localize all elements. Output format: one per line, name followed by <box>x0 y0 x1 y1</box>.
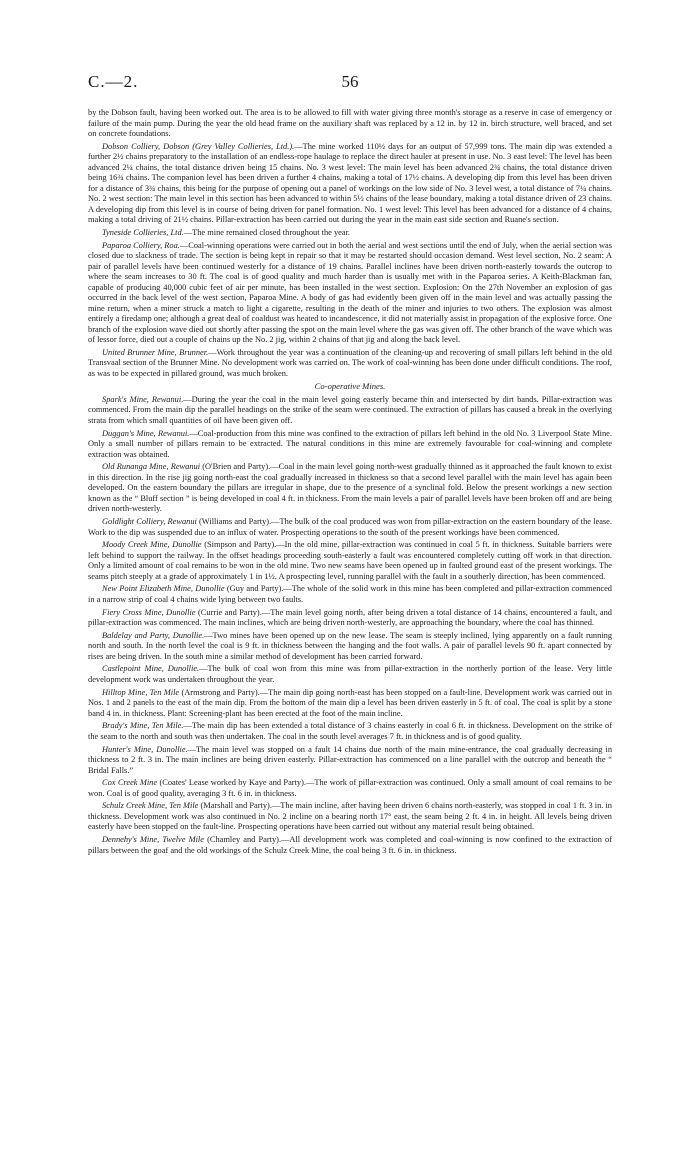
paragraph: Duggan's Mine, Rewanui.—Coal-production from this mine was confined to the extraction of pillars left behind in the old No. 3 Liverpool State Mine. Only a small number of pillars remain to be extracted. The natural conditions in this mine are extremely favourable for coal-winning and complete extraction was obtained. <box>88 428 612 459</box>
paragraph: Schulz Creek Mine, Ten Mile (Marshall and Party).—The main incline, after having been driven 6 chains north-easterly, was stopped in coal 1 ft. 3 in. in thickness. Development work was also continued in No. 2 incline on a bearing north 17° east, the seam being 2 ft. 4 in. in height. All levels being driven easterly have been stopped on the fault-line. Prospecting operations have been carried out without any material result being obtained. <box>88 801 612 832</box>
paragraph: Moody Creek Mine, Dunollie (Simpson and Party).—In the old mine, pillar-extraction was continued in coal 5 ft. in thickness. Suitable barriers were left behind to support the railway. In the offset headings proceeding south-easterly a fault was encountered completely cutting off work in that direction. Only a limited amount of coal remains to be won in the old mine. Two new seams have been opened up in faulted ground east of the present workings. The seams pitch steeply at a grade of approximately 1 in 1½. A prospecting level, running parallel with the fault in a southerly direction, has been commenced. <box>88 540 612 581</box>
paragraph: Brady's Mine, Ten Mile.—The main dip has been extended a total distance of 3 chains easterly in coal 6 ft. in thickness. Development on the strike of the seam to the north and south was then undertaken. The coal in the south level averages 7 ft. in thickness and is of good quality. <box>88 721 612 741</box>
paragraph: Dobson Colliery, Dobson (Grey Valley Collieries, Ltd.).—The mine worked 110½ days for an output of 57,999 tons. The main dip was extended a further 2½ chains preparatory to the installation of an endless-rope haulage to replace the direct hauler at present in use. No. 3 east level: The level has been advanced 2¼ chains, the total distance driven being 15 chains. No. 3 west level: The main level has been advanced 2¾ chains, the total distance driven being 16¾ chains. The companion level has been driven a further 4 chains, making a total of 17½ chains. A developing dip from this level has been driven for a distance of 3¾ chains, this being for the purpose of opening out a panel of workings on the low side of No. 3 level west, a total distance of 7¼ chains. No. 2 west section: The main level in this section has been advanced to within 5½ chains of the lease boundary, making a total distance driven of 23 chains. A developing dip from this level is in course of being driven for panel formation. No. 1 west level: This level has been advanced for a distance of 4 chains, making a total driving of 21½ chains. Pillar-extraction has been carried out during the year in the main east side section and Ruane's section. <box>88 141 612 225</box>
page-header <box>88 72 612 94</box>
paragraph: Hunter's Mine, Dunollie.—The main level was stopped on a fault 14 chains due north of the main mine-entrance, the coal gradually decreasing in thickness to 2 ft. 3 in. The main inclines are being driven easterly. Pillar-extraction has commenced on a line parallel with the outcrop and beneath the “ Bridal Falls.” <box>88 744 613 775</box>
paragraph: Castlepoint Mine, Dunollie.—The bulk of coal won from this mine was from pillar-extraction in the northerly portion of the lease. Very little development work was undertaken throughout the year. <box>88 664 613 684</box>
paragraph: Spark's Mine, Rewanui.—During the year the coal in the main level going easterly became thin and intersected by dirt bands. Pillar-extraction was commenced. From the main dip the parallel headings on the strike of the seam were continued. The extraction of pillars has caused a break in the overlying strata from which small quantities of oil have been given off. <box>88 394 612 425</box>
paragraph: by the Dobson fault, having been worked out. The area is to be allowed to fill with water giving three month's storage as a reserve in case of emergency or failure of the main pump. During the year the old head frame on the auxiliary shaft was replaced by a 12 in. by 12 in. birch structure, well braced, and set on concrete foundations. <box>88 108 612 138</box>
paragraph: Cox Creek Mine (Coates' Lease worked by Kaye and Party).—The work of pillar-extraction was continued. Only a small amount of coal remains to be won. Coal is of good quality, averaging 3 ft. 6 in. in thickness. <box>88 778 612 798</box>
paragraph: Dennehy's Mine, Twelve Mile (Chamley and Party).—All development work was completed and coal-winning is now confined to the extraction of pillars between the goaf and the old workings of the Schulz Creek Mine, the coal being 3 ft. 6 in. in thickness. <box>88 835 613 855</box>
section-heading: Co-operative Mines. <box>314 381 386 392</box>
paragraph: Goldlight Colliery, Rewanui (Williams and Party).—The bulk of the coal produced was won from pillar-extraction on the eastern boundary of the lease. Work to the dip was suspended due to an influx of water. Prospecting operations to the south of the present workings have been commenced. <box>88 517 612 537</box>
paragraph: New Point Elizabeth Mine, Dunollie (Guy and Party).—The whole of the solid work in this mine has been completed and pillar-extraction commenced in a narrow strip of coal 4 chains wide lying between two faults. <box>88 584 612 604</box>
paragraph: Old Runanga Mine, Rewanui (O'Brien and Party).—Coal in the main level going north-west gradually thinned as it approached the fault known to exist in this direction. In the rise jig going north-east the coal gradually increased in thickness so that a second level parallel with the main level has again been developed. On the eastern boundary the pillars are irregular in shape, due to the presence of a synclinal fold. Below the present workings a new section known as the “ Bluff section ” is being developed in coal 4 ft. in thickness. From the main levels a pair of parallel levels have been broken off and are being driven north-westerly. <box>88 462 612 514</box>
document-reference: C.—2. <box>88 72 139 91</box>
paragraph: Tyneside Collieries, Ltd.—The mine remained closed throughout the year. <box>102 227 351 237</box>
paragraph: Paparoa Colliery, Roa.—Coal-winning operations were carried out in both the aerial and west sections until the end of July, when the aerial section was closed due to slackness of trade. The section is being kept in repair so that it may be restarted should occasion demand. West level section, No. 2 seam: A pair of parallel levels have been continued westerly for a distance of 19 chains. Parallel inclines have been driven north-easterly towards the outcrop to where the seam increases to 30 ft. The coal is of good quality and much harder than is usually met with in the Paparoa series. A Keith-Blackman fan, capable of producing 40,000 cubic feet of air per minute, has been installed in the west section. Explosion: On the 27th November an explosion of gas occurred in the back level of the west section, Paparoa Mine. A body of gas had evidently been given off in the main level and was actually passing the mine return, when a miner struck a match to light a cigarette, resulting in the death of the miner and injuries to two others. The explosion was almost entirely a firedamp one; although a great deal of coaldust was heated to incandescence, it did not materially assist in propagation of the explosive force. One branch of the explosion wave died out shortly after passing the spot on the main level where the gas was given off. The other branch of the wave which was of lessor force, died out a couple of chains up the No. 2 jig, within 2 chains of that jig and along the back level. <box>88 240 613 345</box>
page-body <box>88 108 612 858</box>
paragraph: Hilltop Mine, Ten Mile (Armstrong and Party).—The main dip going north-east has been stopped on a fault-line. Development work was carried out in Nos. 1 and 2 panels to the east of the main dip. From the bottom of the main dip a level has been driven easterly in 5 ft. of coal. The coal is split by a stone band 4 in. in thickness. Plant: Screening-plant has been erected at the foot of the main incline. <box>88 687 612 718</box>
paragraph: Baldelay and Party, Dunollie.—Two mines have been opened up on the new lease. The seam is steeply inclined, lying apparently on a fault running north and south. In the north level the coal is 9 ft. in thickness between the hanging and the foot walls. A pair of parallel levels 90 ft. apart connected by rises are being driven. In the south mine a similar method of development has been carried forward. <box>88 630 613 661</box>
paragraph: United Brunner Mine, Brunner.—Work throughout the year was a continuation of the cleaning-up and recovering of small pillars left behind in the old Transvaal section of the Brunner Mine. No development work was carried on. The work of coal-winning has been done under difficult conditions. The roof, as was to be expected in pillared ground, was much broken. <box>88 347 612 378</box>
page-number: 56 <box>341 72 359 91</box>
paragraph: Fiery Cross Mine, Dunollie (Currie and Party).—The main level going north, after being driven a total distance of 14 chains, encountered a fault, and pillar-extraction was commenced. The main inclines, which are being driven north-westerly, are approaching the boundary, where the coal has thinned. <box>88 607 612 628</box>
